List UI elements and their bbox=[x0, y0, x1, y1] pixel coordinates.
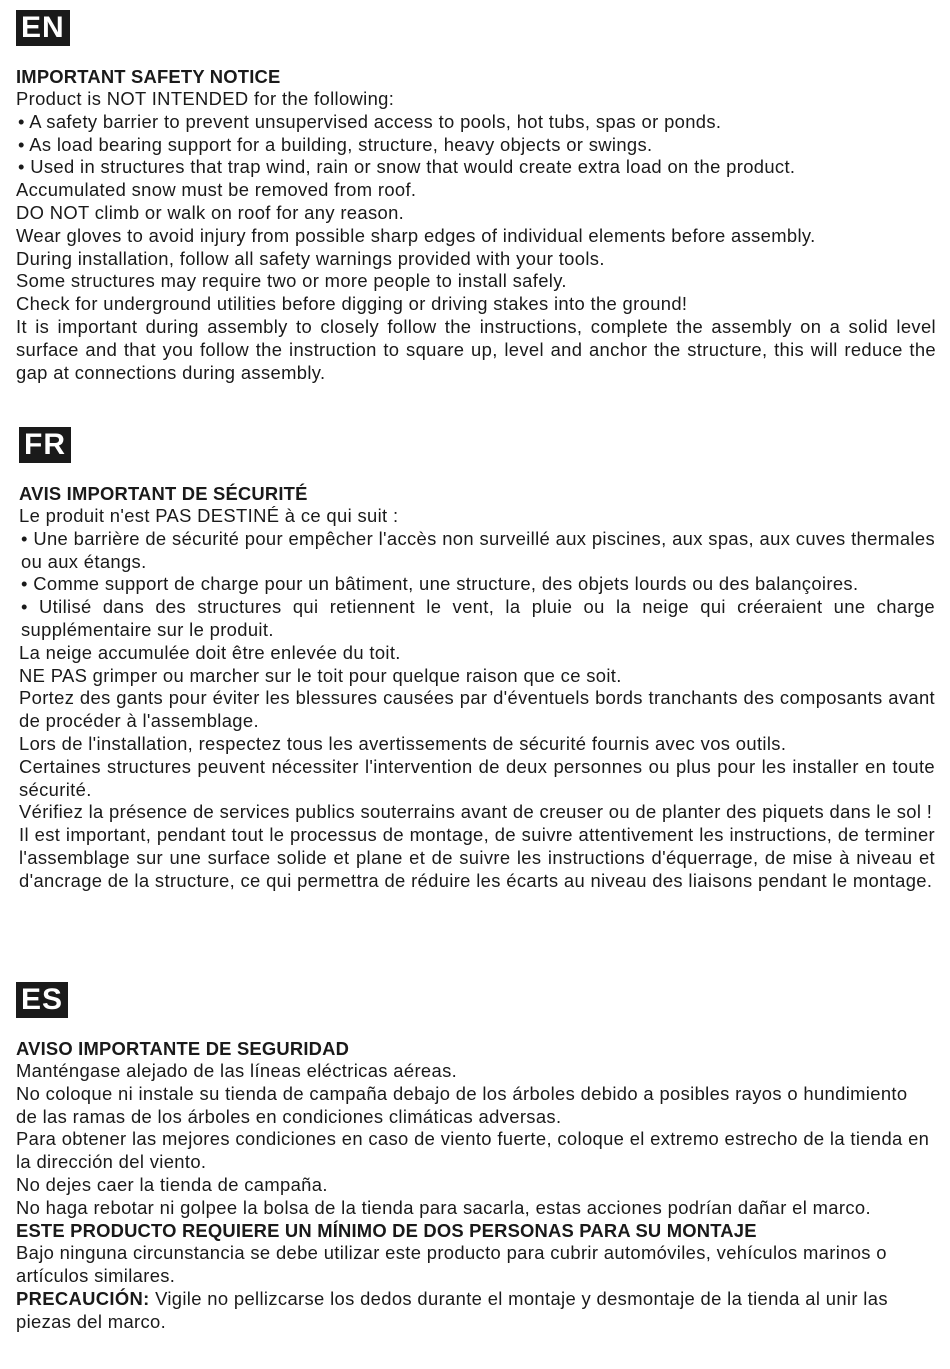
caution-line-es bbox=[16, 1288, 930, 1334]
safety-heading-es: AVISO IMPORTANTE DE SEGURIDAD bbox=[16, 1038, 350, 1059]
caution-label-es: PRECAUCIÓN: bbox=[16, 1287, 150, 1309]
notice-line-en: Accumulated snow must be removed from roof. bbox=[16, 179, 417, 201]
notice-line-fr: Certaines structures peuvent nécessiter l'intervention de deux personnes ou plus pour les installer en toute sécurité. bbox=[19, 755, 935, 800]
bullet-item-fr: • Une barrière de sécurité pour empêcher l'accès non surveillé aux piscines, aux spas, aux cuves thermales ou aux étangs. bbox=[21, 527, 935, 572]
bullet-item-fr: • Utilisé dans des structures qui retiennent le vent, la pluie ou la neige qui créeraient une charge supplémentaire sur le produit. bbox=[21, 596, 935, 640]
notice-line-en: It is important during assembly to closely follow the instructions, complete the assembly on a solid level surface and that you follow the instruction to square up, level and anchor the structure, this will reduce the gap at connections during assembly. bbox=[16, 315, 936, 383]
notice-line-fr: Il est important, pendant tout le processus de montage, de suivre attentivement les instructions, de terminer l'assemblage sur une surface solide et plane et de suivre les instructions d'équerrage, de mise à niveau et d'ancrage de la structure, ce qui permettra de réduire les écarts au niveau des liaisons pendant le montage. bbox=[19, 824, 935, 891]
notice-line-fr: Portez des gants pour éviter les blessures causées par d'éventuels bords tranchants des composants avant de procéder à l'assemblage. bbox=[19, 687, 935, 732]
bullet-item-en: • As load bearing support for a building, structure, heavy objects or swings. bbox=[18, 133, 653, 155]
notice-line-es: Manténgase alejado de las líneas eléctricas aéreas. bbox=[16, 1060, 458, 1081]
requirement-notice-es: ESTE PRODUCTO REQUIERE UN MÍNIMO DE DOS PERSONAS PARA SU MONTAJE bbox=[16, 1219, 757, 1241]
safety-heading-fr: AVIS IMPORTANT DE SÉCURITÉ bbox=[19, 483, 308, 504]
intro-line-en: Product is NOT INTENDED for the following: bbox=[16, 88, 395, 109]
notice-line-es: No coloque ni instale su tienda de campaña debajo de los árboles debido a posibles rayos o hundimiento de las ramas de los árboles en condiciones climáticas adversas. bbox=[16, 1082, 908, 1127]
language-badge-en: EN bbox=[16, 10, 70, 46]
notice-line-en: Check for underground utilities before digging or driving stakes into the ground! bbox=[16, 293, 688, 315]
bullet-item-en: • A safety barrier to prevent unsupervised access to pools, hot tubs, spas or ponds. bbox=[18, 110, 722, 132]
notice-line-fr: La neige accumulée doit être enlevée du toit. bbox=[19, 641, 401, 663]
notice-line-en: Wear gloves to avoid injury from possible sharp edges of individual elements before assembly. bbox=[16, 224, 816, 246]
notice-line-es: Para obtener las mejores condiciones en caso de viento fuerte, coloque el extremo estrecho de la tienda en la dirección del viento. bbox=[16, 1128, 930, 1173]
section-fr bbox=[19, 427, 935, 893]
notice-line-en: Some structures may require two or more people to install safely. bbox=[16, 270, 567, 292]
bullet-item-en: • Used in structures that trap wind, rain or snow that would create extra load on the product. bbox=[18, 156, 796, 178]
language-badge-es: ES bbox=[16, 982, 68, 1018]
notice-line-en: DO NOT climb or walk on roof for any reason. bbox=[16, 201, 405, 223]
notice-line-es: Bajo ninguna circunstancia se debe utilizar este producto para cubrir automóviles, vehículos marinos o artículos similares. bbox=[16, 1242, 887, 1287]
section-en bbox=[16, 10, 936, 384]
notice-line-fr: Vérifiez la présence de services publics souterrains avant de creuser ou de planter des piquets dans le sol ! bbox=[19, 801, 933, 823]
notice-line-en: During installation, follow all safety warnings provided with your tools. bbox=[16, 247, 605, 269]
section-es bbox=[16, 982, 930, 1334]
safety-heading-en: IMPORTANT SAFETY NOTICE bbox=[16, 66, 281, 87]
bullet-item-fr: • Comme support de charge pour un bâtiment, une structure, des objets lourds ou des balançoires. bbox=[21, 573, 859, 595]
intro-line-fr: Le produit n'est PAS DESTINÉ à ce qui suit : bbox=[19, 505, 399, 526]
caution-text-es: Vigile no pellizcarse los dedos durante el montaje y desmontaje de la tienda al unir las piezas del marco. bbox=[16, 1287, 888, 1332]
notice-line-fr: Lors de l'installation, respectez tous les avertissements de sécurité fournis avec vos outils. bbox=[19, 732, 787, 754]
notice-line-es: No dejes caer la tienda de campaña. bbox=[16, 1173, 328, 1195]
language-badge-fr: FR bbox=[19, 427, 71, 463]
notice-line-es: No haga rebotar ni golpee la bolsa de la tienda para sacarla, estas acciones podrían dañar el marco. bbox=[16, 1196, 871, 1218]
notice-line-fr: NE PAS grimper ou marcher sur le toit pour quelque raison que ce soit. bbox=[19, 664, 622, 686]
